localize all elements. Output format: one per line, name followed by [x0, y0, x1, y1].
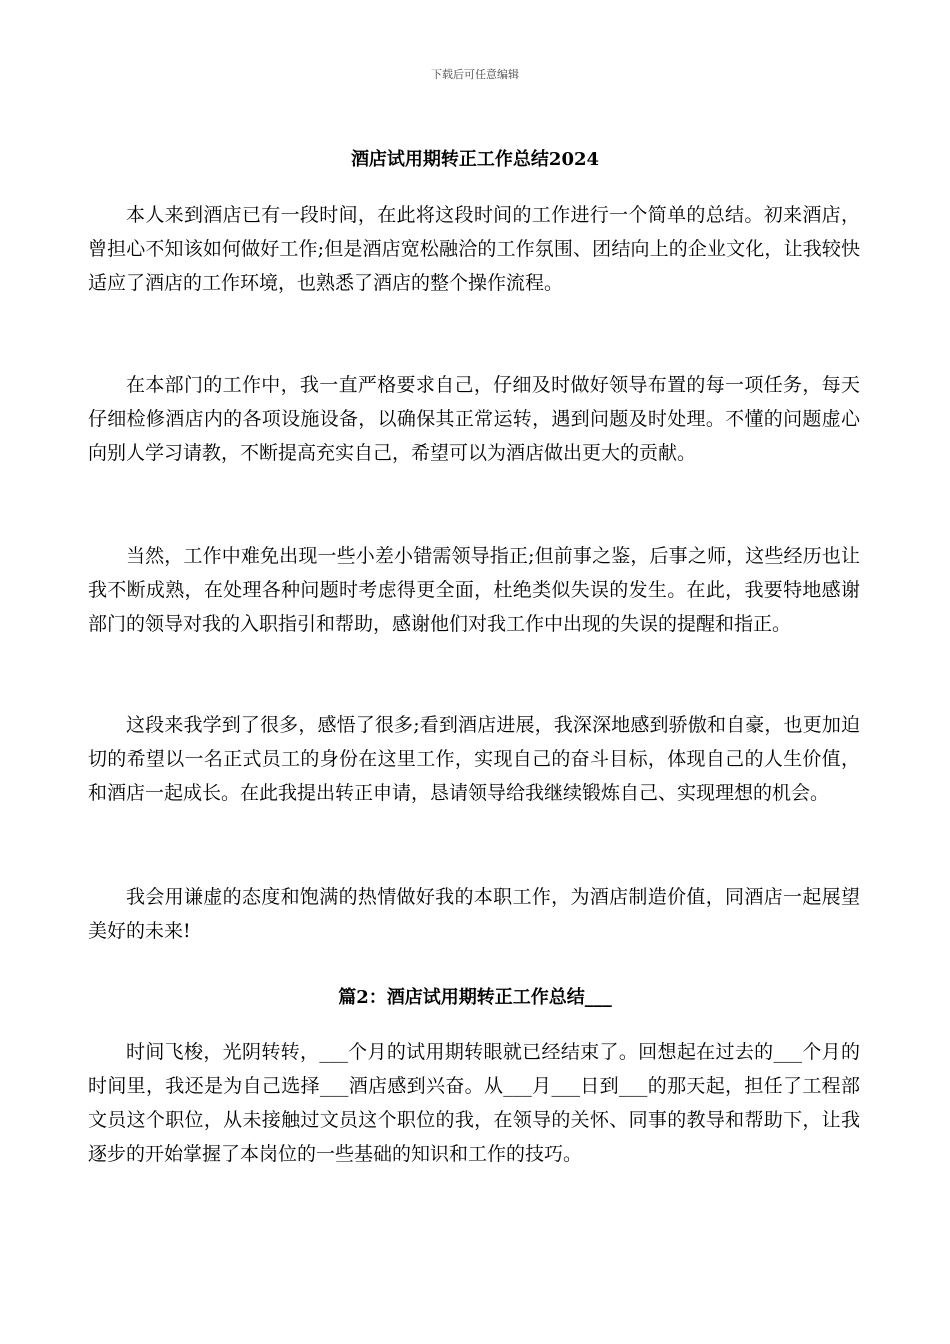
document-title: 酒店试用期转正工作总结2024 — [350, 149, 600, 170]
body-paragraph: 这段来我学到了很多，感悟了很多;看到酒店进展，我深深地感到骄傲和自豪，也更加迫切的希望以一名正式员工的身份在这里工作，实现自己的奋斗目标，体现自己的人生价值，和酒店一起成长。在此我提出转正申请，恳请领导给我继续锻炼自己、实现理想的机会。 — [88, 714, 860, 804]
header-note: 下载后可任意编辑 — [431, 68, 519, 81]
body-paragraph: 当然，工作中难免出现一些小差小错需领导指正;但前事之鉴，后事之师，这些经历也让我不断成熟，在处理各种问题时考虑得更全面，杜绝类似失误的发生。在此，我要特地感谢部门的领导对我的入职指引和帮助，感谢他们对我工作中出现的失误的提醒和指正。 — [88, 545, 860, 635]
body-paragraph: 我会用谦虚的态度和饱满的热情做好我的本职工作，为酒店制造价值，同酒店一起展望美好的未来! — [88, 886, 860, 942]
body-paragraph: 在本部门的工作中，我一直严格要求自己，仔细及时做好领导布置的每一项任务，每天仔细检修酒店内的各项设施设备，以确保其正常运转，遇到问题及时处理。不懂的问题虚心向别人学习请教，不断提高充实自己，希望可以为酒店做出更大的贡献。 — [88, 374, 860, 464]
body-paragraph: 本人来到酒店已有一段时间，在此将这段时间的工作进行一个简单的总结。初来酒店，曾担心不知该如何做好工作;但是酒店宽松融洽的工作氛围、团结向上的企业文化，让我较快适应了酒店的工作环境，也熟悉了酒店的整个操作流程。 — [88, 204, 860, 294]
body-paragraph: 时间飞梭，光阴转转，___个月的试用期转眼就已经结束了。回想起在过去的___个月的时间里，我还是为自己选择___酒店感到兴奋。从___月___日到___的那天起，担任了工程部文员这个职位，从未接触过文员这个职位的我，在领导的关怀、同事的教导和帮助下，让我逐步的开始掌握了本岗位的一些基础的知识和工作的技巧。 — [88, 1041, 860, 1165]
section-title: 篇2：酒店试用期转正工作总结___ — [338, 987, 612, 1008]
